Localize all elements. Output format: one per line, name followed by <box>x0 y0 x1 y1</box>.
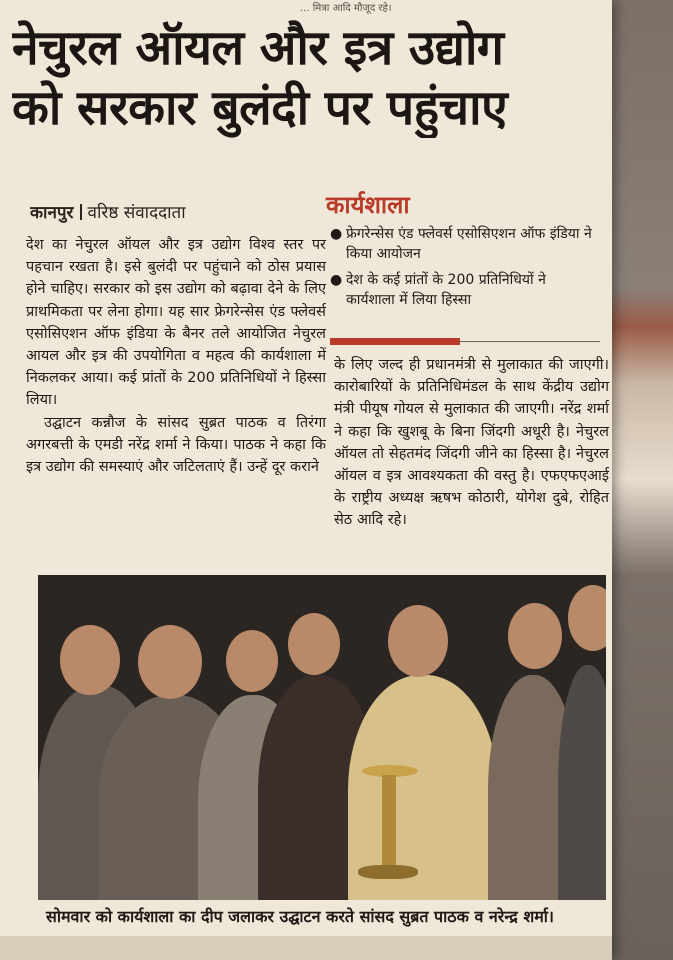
photo-caption: सोमवार को कार्यशाला का दीप जलाकर उद्घाटन करते सांसद सुब्रत पाठक व नरेन्द्र शर्मा। <box>46 907 554 926</box>
headline-line-1: नेचुरल ऑयल और इत्र उद्योग <box>12 20 504 76</box>
lamp-base <box>358 865 418 879</box>
sidebar-box-title: कार्यशाला <box>326 191 410 219</box>
person-head <box>60 625 120 695</box>
paper-bottom-edge <box>0 936 612 960</box>
headline <box>12 18 592 138</box>
byline <box>30 200 320 223</box>
bullet-icon: ● <box>330 272 343 288</box>
sidebar-bullet-text: फ्रेगरेन्सेस एंड फ्लेवर्स एसोसिएशन ऑफ इंडिया ने किया आयोजन <box>346 226 592 262</box>
article-right-column <box>334 354 609 532</box>
sidebar-bullet-item <box>328 270 598 310</box>
person-head <box>568 585 606 651</box>
headline-line-2: को सरकार बुलंदी पर पहुंचाए <box>12 80 508 136</box>
news-photo <box>38 575 606 900</box>
sidebar-red-rule <box>330 338 460 345</box>
person-head <box>388 605 448 677</box>
right-paragraph: के लिए जल्द ही प्रधानमंत्री से मुलाकात की जाएगी। कारोबारियों के प्रतिनिधिमंडल के साथ केंद्रीय उद्योग मंत्री पीयूष गोयल से मुलाकात की जाएगी। नरेंद्र शर्मा ने कहा कि खुशबू के बिना जिंदगी अधूरी है। नेचुरल ऑयल तो सेहतमंद जिंदगी जीने का हिस्सा है। नेचुरल ऑयल व इत्र आवश्यकता की वस्तु है। एफएफएआई के राष्ट्रीय अध्यक्ष ऋषभ कोठारी, योगेश दुबे, रोहित सेठ आदि रहे। <box>334 357 609 529</box>
byline-separator <box>80 204 82 220</box>
top-strip-text: ... मित्रा आदि मौजूद रहे। <box>300 3 392 14</box>
person-head <box>508 603 562 669</box>
byline-role: वरिष्ठ संवाददाता <box>87 203 186 223</box>
sidebar-bullet-text: देश के कई प्रांतों के 200 प्रतिनिधियों ने कार्यशाला में लिया हिस्सा <box>346 272 546 308</box>
person-head <box>138 625 202 699</box>
article-left-column <box>26 234 326 478</box>
person-head <box>288 613 340 675</box>
sidebar-bullet-item <box>328 224 598 264</box>
person-figure <box>558 665 606 900</box>
sidebar-thin-rule <box>460 341 600 342</box>
bullet-icon: ● <box>330 226 343 242</box>
person-head <box>226 630 278 692</box>
left-paragraph-1: देश का नेचुरल ऑयल और इत्र उद्योग विश्व स्तर पर पहचान रखता है। इसे बुलंदी पर पहुंचाने को ठोस प्रयास होने चाहिए। सरकार को इस उद्योग को बढ़ावा देने के लिए प्राथमिकता पर लेना होगा। यह सार फ्रेगरेन्सेस एंड फ्लेवर्स एसोसिएशन ऑफ इंडिया के बैनर तले आयोजित नेचुरल आयल और इत्र की उपयोगिता व महत्व की कार्यशाला में निकलकर आया। कई प्रांतों के 200 प्रतिनिधियों ने हिस्सा लिया। <box>26 237 326 409</box>
lamp-stem <box>382 775 396 875</box>
byline-city: कानपुर <box>30 203 74 223</box>
left-paragraph-2: उद्घाटन कन्नौज के सांसद सुब्रत पाठक व तिरंगा अगरबत्ती के एमडी नरेंद्र शर्मा ने किया। पाठक ने कहा कि इत्र उद्योग की समस्याएं और जटिलताएं हैं। उन्हें दूर कराने <box>26 414 326 476</box>
sidebar-box-list <box>328 224 598 316</box>
